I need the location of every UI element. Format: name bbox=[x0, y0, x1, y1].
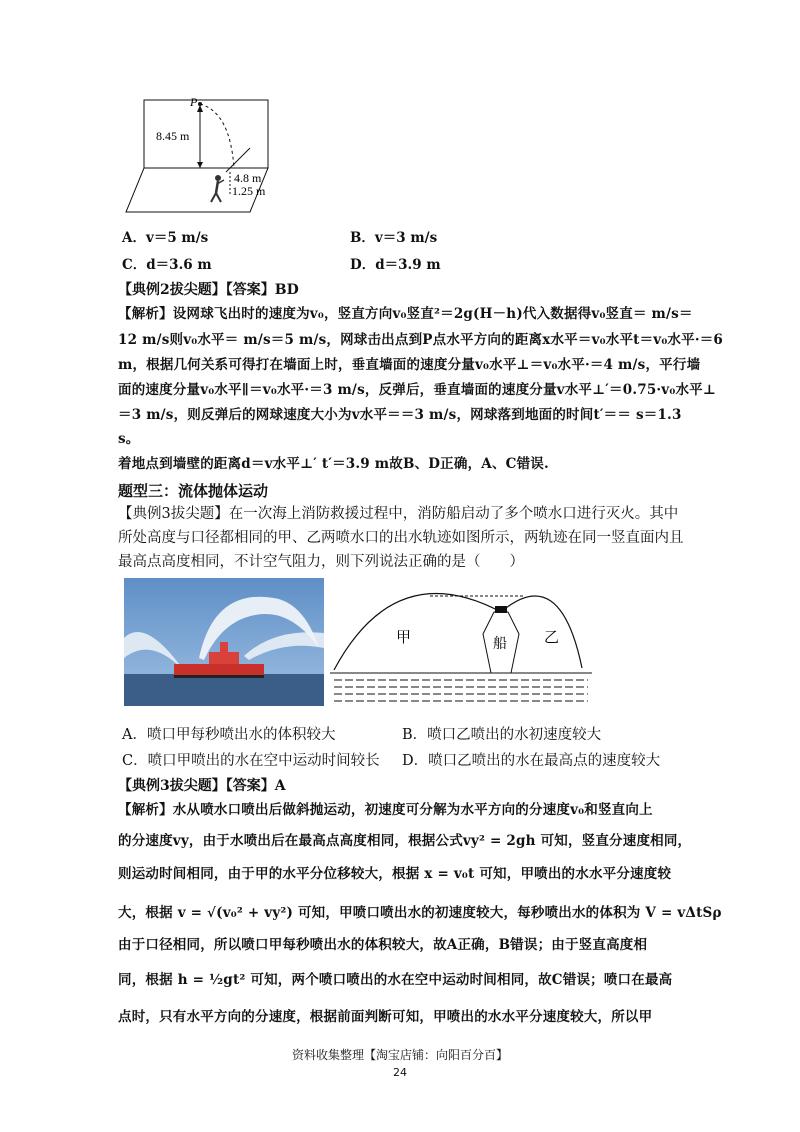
example2-line: m，根据几何关系可得打在墙面上时，垂直墙面的速度分量v₀水平⊥＝v₀水平·＝4 m/s，平行墙 bbox=[118, 357, 701, 373]
option-c: C．d＝3.6 m bbox=[122, 257, 212, 273]
example2-line: s。 bbox=[118, 431, 140, 447]
jet-jia-label: 甲 bbox=[396, 630, 412, 646]
jet-yi-label: 乙 bbox=[544, 630, 560, 646]
example3-line: 同，根据 h = ½gt² 可知，两个喷口喷出的水在空中运动时间相同，故C错误；喷口在最高 bbox=[118, 972, 673, 988]
section-title: 题型三：流体抛体运动 bbox=[118, 482, 269, 500]
example3-line: 由于口径相同，所以喷口甲每秒喷出水的体积较大，故A正确，B错误；由于竖直高度相 bbox=[118, 937, 648, 953]
example2-line: 【解析】设网球飞出时的速度为v₀，竖直方向v₀竖直²＝2g(H－h)代入数据得v₀竖直＝ m/s＝ bbox=[118, 306, 693, 322]
example2-line: 面的速度分量v₀水平∥＝v₀水平·＝3 m/s，反弹后，垂直墙面的速度分量v水平⊥′＝0.75·v₀水平⊥ bbox=[118, 382, 717, 398]
option-b: B．v＝3 m/s bbox=[350, 230, 438, 246]
height-125-label: 1.25 m bbox=[232, 184, 266, 198]
option-d: D．喷口乙喷出的水在最高点的速度较大 bbox=[402, 753, 661, 769]
tennis-wall-figure bbox=[118, 90, 288, 220]
example3-line: 则运动时间相同，由于甲的水平分位移较大，根据 x = v₀t 可知，甲喷出的水水平分速度较 bbox=[118, 866, 672, 882]
example3-line: 点时，只有水平方向的分速度，根据前面判断可知，甲喷出的水水平分速度较大，所以甲 bbox=[118, 1009, 653, 1025]
height-845-label: 8.45 m bbox=[156, 129, 190, 143]
height-48-label: 4.8 m bbox=[234, 171, 262, 185]
point-p-label: P bbox=[190, 95, 198, 109]
option-c: C．喷口甲喷出的水在空中运动时间较长 bbox=[122, 753, 380, 769]
question-line: 所处高度与口径都相同的甲、乙两喷水口的出水轨迹如图所示，两轨迹在同一竖直面内且 bbox=[118, 530, 684, 546]
example2-line: 着地点到墙壁的距离d＝v水平⊥′ t′＝3.9 m故B、D正确，A、C错误. bbox=[118, 456, 549, 472]
option-a: A．v＝5 m/s bbox=[122, 230, 209, 246]
boat-label: 船 bbox=[493, 637, 507, 652]
question-line: 最高点高度相同，不计空气阻力，则下列说法正确的是（ ） bbox=[118, 554, 524, 570]
footer-source: 资料收集整理【淘宝店铺：向阳百分百】 bbox=[291, 1048, 508, 1062]
fireboat-photo bbox=[124, 578, 324, 706]
example2-heading: 【典例2拔尖题】【答案】BD bbox=[118, 282, 299, 298]
example2-line: ＝3 m/s，则反弹后的网球速度大小为v水平＝＝3 m/s，网球落到地面的时间t′＝＝ s＝1.3 bbox=[118, 407, 682, 423]
example3-line: 【解析】水从喷水口喷出后做斜抛运动，初速度可分解为水平方向的分速度v₀和竖直向上 bbox=[118, 802, 653, 818]
example2-line: 12 m/s则v₀水平＝ m/s＝5 m/s，网球击出点到P点水平方向的距离x水平＝v₀水平t＝v₀水平·＝6 bbox=[118, 332, 724, 348]
question-line: 【典例3拔尖题】在一次海上消防救援过程中，消防船启动了多个喷水口进行灭火。其中 bbox=[118, 506, 679, 522]
option-d: D．d＝3.9 m bbox=[350, 257, 441, 273]
trajectory-diagram bbox=[330, 588, 592, 708]
example3-line: 大，根据 v = √(v₀² + vy²) 可知，甲喷口喷出水的初速度较大，每秒喷出水的体积为 V = vΔtSρ bbox=[118, 905, 722, 921]
example3-line: 的分速度vy，由于水喷出后在最高点高度相同，根据公式vy² = 2gh 可知，竖直分速度相同， bbox=[118, 833, 692, 849]
option-a: A．喷口甲每秒喷出水的体积较大 bbox=[122, 727, 336, 743]
option-b: B．喷口乙喷出的水初速度较大 bbox=[402, 727, 602, 743]
page-number: 24 bbox=[393, 1066, 407, 1079]
example3-heading: 【典例3拔尖题】【答案】A bbox=[118, 778, 286, 794]
player-icon bbox=[211, 175, 224, 202]
